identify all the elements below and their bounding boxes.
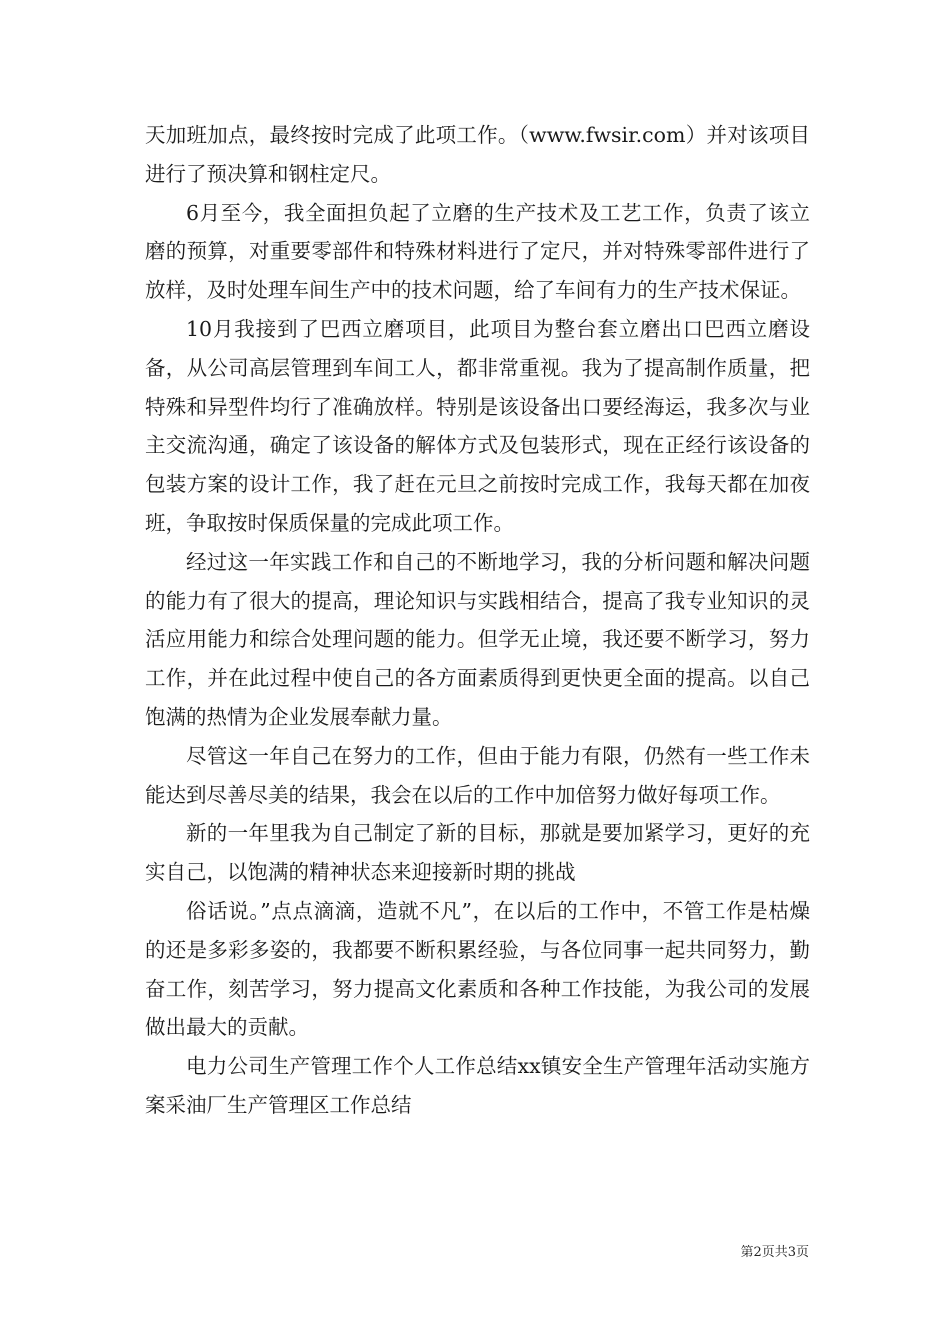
page-number-footer: 第2页共3页	[740, 1245, 809, 1260]
document-body	[145, 116, 810, 1125]
paragraph-october-brazil-project: 10月我接到了巴西立磨项目，此项目为整台套立磨出口巴西立磨设备，从公司高层管理到车间工人，都非常重视。我为了提高制作质量，把特殊和异型件均行了准确放样。特别是该设备出口要经海运，我多次与业主交流沟通，确定了该设备的解体方式及包装形式，现在正经行该设备的包装方案的设计工作，我了赶在元旦之前按时完成工作，我每天都在加夜班，争取按时保质保量的完成此项工作。	[145, 316, 810, 535]
paragraph-shortcomings: 尽管这一年自己在努力的工作，但由于能力有限，仍然有一些工作未能达到尽善尽美的结果，我会在以后的工作中加倍努力做好每项工作。	[145, 743, 810, 807]
paragraph-year-learning: 经过这一年实践工作和自己的不断地学习，我的分析问题和解决问题的能力有了很大的提高，理论知识与实践相结合，提高了我专业知识的灵活应用能力和综合处理问题的能力。但学无止境，我还要不断学习，努力工作，并在此过程中使自己的各方面素质得到更快更全面的提高。以自己饱满的热情为企业发展奉献力量。	[145, 549, 810, 729]
paragraph-related-titles: 电力公司生产管理工作个人工作总结xx镇安全生产管理年活动实施方案采油厂生产管理区工作总结	[145, 1054, 810, 1117]
paragraph-new-goals: 新的一年里我为自己制定了新的目标，那就是要加紧学习，更好的充实自己，以饱满的精神状态来迎接新时期的挑战	[145, 821, 810, 885]
paragraph-continuation: 天加班加点，最终按时完成了此项工作。（www.fwsir.com）并对该项目进行了预决算和钢柱定尺。	[145, 123, 810, 186]
paragraph-proverb-conclusion: 俗话说。”点点滴滴，造就不凡”，在以后的工作中，不管工作是枯燥的还是多彩多姿的，我都要不断积累经验，与各位同事一起共同努力，勤奋工作，刻苦学习，努力提高文化素质和各种工作技能，为我公司的发展做出最大的贡献。	[145, 898, 810, 1040]
paragraph-june-work: 6月至今，我全面担负起了立磨的生产技术及工艺工作，负责了该立磨的预算，对重要零部件和特殊材料进行了定尺，并对特殊零部件进行了放样，及时处理车间生产中的技术问题，给了车间有力的生产技术保证。	[145, 200, 810, 303]
